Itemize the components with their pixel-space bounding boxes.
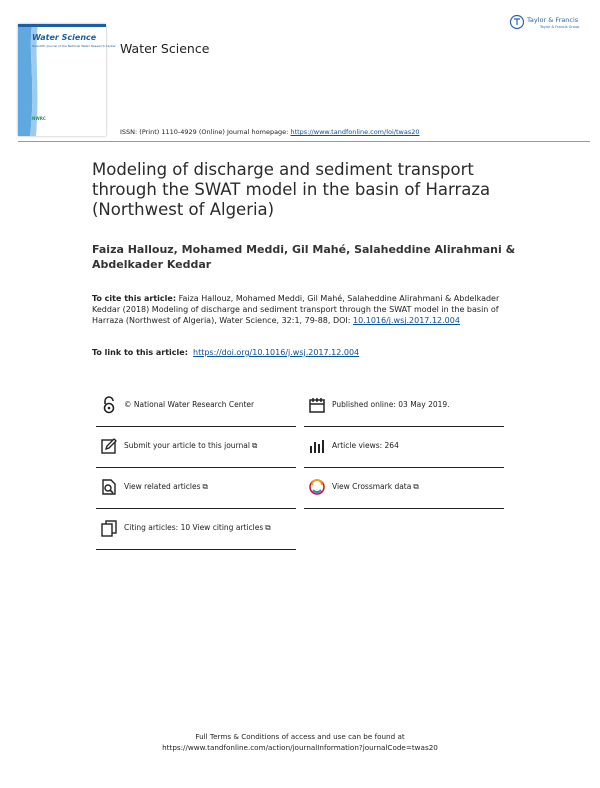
publisher-subtitle: Taylor & Francis Group (540, 25, 580, 29)
grid-divider (304, 426, 504, 427)
crossmark-text: View Crossmark data (332, 482, 412, 491)
copyright-cell (96, 392, 296, 430)
document-search-icon (100, 478, 118, 496)
citation-block (92, 293, 516, 327)
citing-documents-icon (100, 519, 118, 537)
grid-divider (304, 508, 504, 509)
views-cell (304, 433, 504, 471)
publisher-name: Taylor & Francis (527, 16, 579, 24)
cover-logo: NWRC (32, 116, 46, 121)
cover-title: Water Science (32, 33, 97, 42)
related-articles-link[interactable] (124, 482, 208, 492)
footer-terms-text: Full Terms & Conditions of access and use can be found at (195, 732, 405, 741)
external-link-icon: ⧉ (265, 523, 271, 532)
submit-article-link[interactable] (124, 441, 257, 451)
published-cell (304, 392, 504, 430)
crossmark-icon (308, 478, 326, 496)
article-authors: Faiza Hallouz, Mohamed Meddi, Gil Mahé, Salaheddine Alirahmani & Abdelkader Keddar (92, 243, 516, 271)
grid-divider (96, 508, 296, 509)
external-link-icon: ⧉ (202, 482, 208, 491)
doi-link[interactable]: 10.1016/j.wsj.2017.12.004 (353, 316, 460, 326)
header-divider (18, 141, 590, 142)
journal-homepage-link[interactable]: https://www.tandfonline.com/loi/twas20 (290, 128, 420, 136)
submit-article-cell[interactable] (96, 433, 296, 471)
related-articles-cell[interactable] (96, 474, 296, 512)
journal-title: Water Science (120, 41, 210, 56)
submit-article-text: Submit your article to this journal (124, 441, 250, 450)
grid-divider (96, 426, 296, 427)
article-title: Modeling of discharge and sediment transport through the SWAT model in the basin of Harraza (Northwest of Algeria) (92, 160, 491, 219)
article-doi-url[interactable]: https://doi.org/10.1016/j.wsj.2017.12.004 (193, 348, 360, 357)
open-access-lock-icon (100, 396, 118, 414)
footer-terms (0, 731, 600, 753)
citing-articles-cell[interactable] (96, 515, 296, 553)
edit-pencil-icon (100, 437, 118, 455)
grid-divider (96, 549, 296, 550)
article-views: Article views: 264 (332, 441, 399, 450)
article-link-label: To link to this article: (92, 348, 188, 357)
issn-text: ISSN: (Print) 1110-4929 (Online) Journal homepage: (120, 128, 291, 136)
publisher-logo (509, 14, 589, 40)
external-link-icon: ⧉ (413, 482, 419, 491)
calendar-icon (308, 396, 326, 414)
published-date: Published online: 03 May 2019. (332, 400, 450, 409)
citing-articles-link[interactable] (124, 523, 271, 533)
crossmark-link[interactable] (332, 482, 419, 492)
issn-line (120, 128, 420, 136)
crossmark-cell[interactable] (304, 474, 504, 512)
bar-chart-icon (308, 437, 326, 455)
citing-articles-text: Citing articles: 10 View citing articles (124, 523, 264, 532)
article-link-line (92, 348, 359, 357)
publisher-logo-icon (509, 14, 525, 30)
cover-subtitle: Scientific Journal of the National Water Research Center (32, 44, 116, 48)
grid-divider (304, 467, 504, 468)
citation-label: To cite this article: (92, 294, 177, 303)
citation-text: Faiza Hallouz, Mohamed Meddi, Gil Mahé, Salaheddine Alirahmani & Abdelkader Keddar (2018) Modeling of discharge and sediment transport through the SWAT model in the basin of Harraza (Northwest of Algeria), Water Science, 32:1, 79-88, DOI: (92, 294, 500, 326)
copyright-text: © National Water Research Center (124, 400, 255, 409)
external-link-icon: ⧉ (251, 441, 258, 450)
related-articles-text: View related articles (124, 482, 201, 491)
footer-terms-url[interactable]: https://www.tandfonline.com/action/journalInformation?journalCode=twas20 (162, 743, 438, 752)
grid-divider (96, 467, 296, 468)
journal-cover-image (18, 24, 116, 136)
